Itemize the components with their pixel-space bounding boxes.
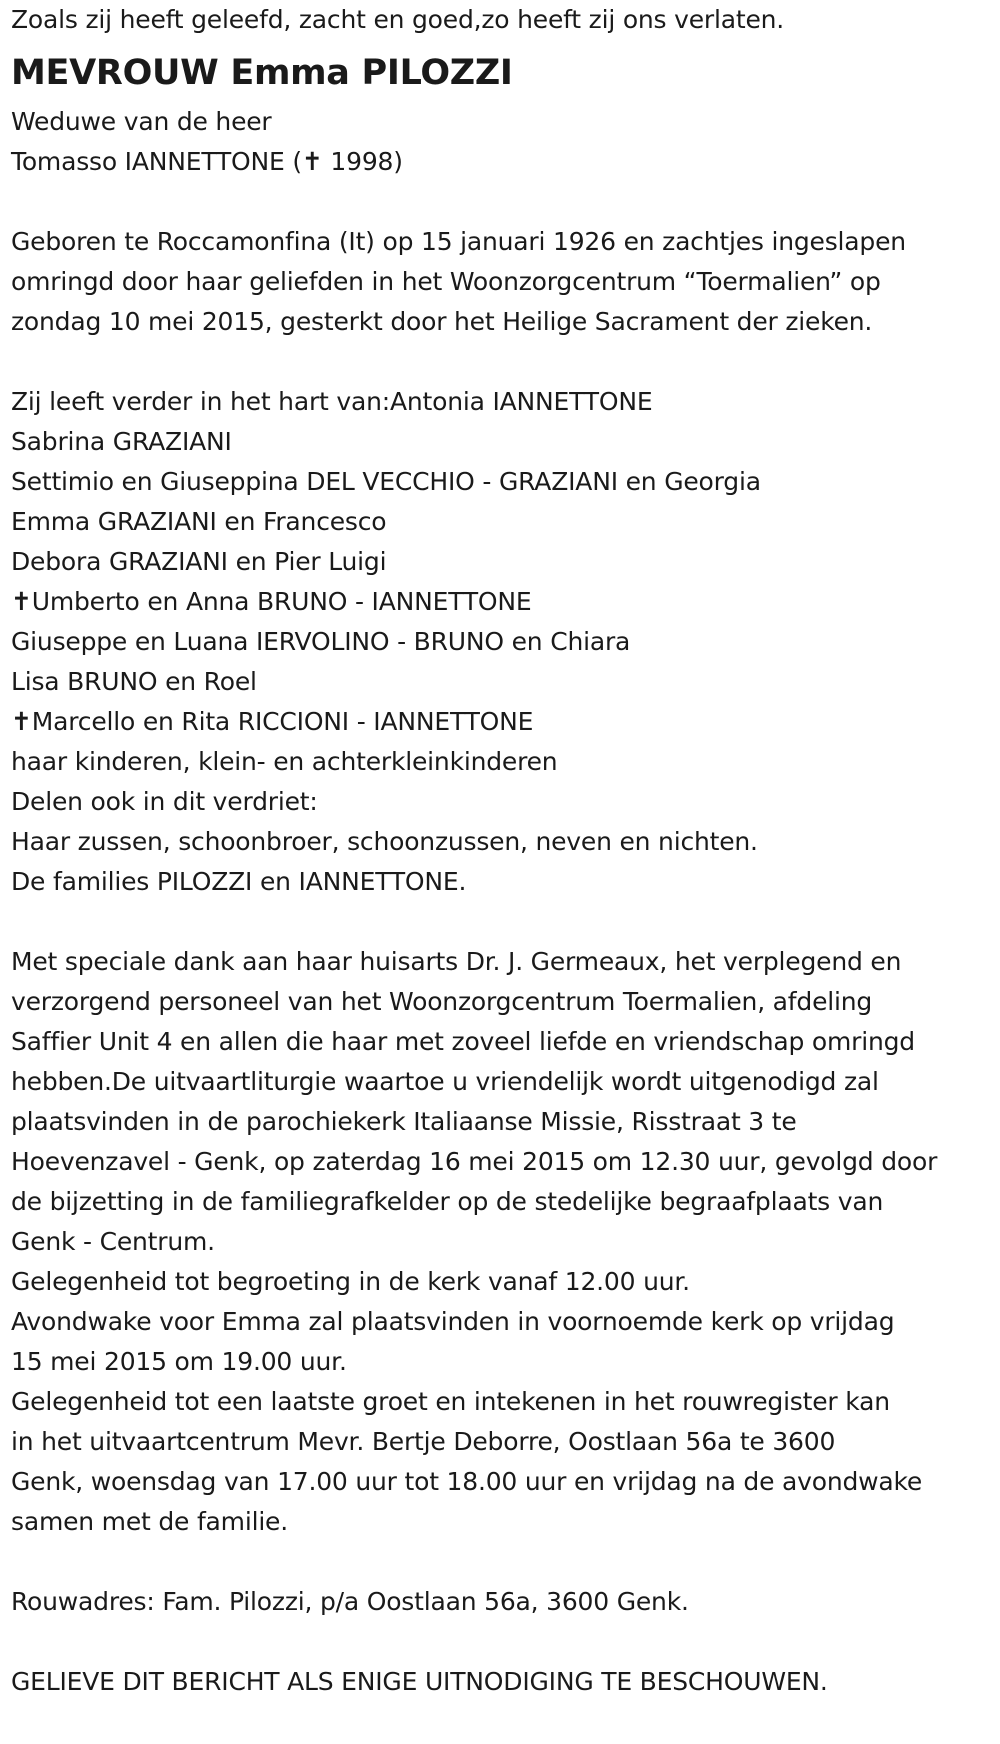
family-member: Debora GRAZIANI en Pier Luigi [11,547,387,576]
family-member-name: Marcello en Rita RICCIONI - IANNETTONE [31,707,534,736]
thanks-line: verzorgend personeel van het Woonzorgcentrum Toermalien, afdeling [11,987,873,1016]
mourning-address: Rouwadres: Fam. Pilozzi, p/a Oostlaan 56a, 3600 Genk. [11,1587,689,1616]
greeting-line: Gelegenheid tot begroeting in de kerk vanaf 12.00 uur. [11,1267,690,1296]
extended-family: Haar zussen, schoonbroer, schoonzussen, neven en nichten. [11,827,758,856]
spacer [11,902,996,942]
birth-line: zondag 10 mei 2015, gesterkt door het Heilige Sacrament der zieken. [11,307,873,336]
family-summary: haar kinderen, klein- en achterkleinkinderen [11,747,558,776]
family-member-name: Umberto en Anna BRUNO - IANNETTONE [31,587,532,616]
sharing-grief-heading: Delen ook in dit verdriet: [11,787,318,816]
thanks-line: Saffier Unit 4 en allen die haar met zoveel liefde en vriendschap omringd [11,1027,915,1056]
family-member-deceased [11,582,996,622]
register-line: Gelegenheid tot een laatste groet en intekenen in het rouwregister kan [11,1387,890,1416]
cross-icon: ✝ [11,587,32,616]
widow-line: Weduwe van de heer [11,107,272,136]
family-member: Emma GRAZIANI en Francesco [11,507,387,536]
funeral-line: Genk - Centrum. [11,1227,215,1256]
funeral-line: plaatsvinden in de parochiekerk Italiaanse Missie, Risstraat 3 te [11,1107,797,1136]
cross-icon: ✝ [11,707,32,736]
spacer [11,1542,996,1582]
widow-husband-line: Tomasso IANNETTONE (✝ 1998) [11,147,403,176]
birth-line: Geboren te Roccamonfina (It) op 15 januari 1926 en zachtjes ingeslapen [11,227,906,256]
spacer [11,182,996,222]
family-member: Settimio en Giuseppina DEL VECCHIO - GRAZIANI en Georgia [11,467,761,496]
deceased-name-title: MEVROUW Emma PILOZZI [11,53,513,93]
birth-line: omringd door haar geliefden in het Woonzorgcentrum “Toermalien” op [11,267,881,296]
vigil-line: Avondwake voor Emma zal plaatsvinden in voornoemde kerk op vrijdag [11,1307,895,1336]
register-line: samen met de familie. [11,1507,288,1536]
family-member: Lisa BRUNO en Roel [11,667,257,696]
thanks-line: Met speciale dank aan haar huisarts Dr. J. Germeaux, het verplegend en [11,947,902,976]
family-member: Giuseppe en Luana IERVOLINO - BRUNO en Chiara [11,627,631,656]
spacer [11,342,996,382]
family-intro: Zij leeft verder in het hart van:Antonia IANNETTONE [11,387,653,416]
funeral-line: Hoevenzavel - Genk, op zaterdag 16 mei 2015 om 12.30 uur, gevolgd door [11,1147,938,1176]
funeral-line: de bijzetting in de familiegrafkelder op de stedelijke begraafplaats van [11,1187,884,1216]
closing-notice: GELIEVE DIT BERICHT ALS ENIGE UITNODIGING TE BESCHOUWEN. [11,1667,828,1696]
register-line: Genk, woensdag van 17.00 uur tot 18.00 uur en vrijdag na de avondwake [11,1467,923,1496]
vigil-line: 15 mei 2015 om 19.00 uur. [11,1347,347,1376]
family-member: Sabrina GRAZIANI [11,427,232,456]
family-member-deceased [11,702,996,742]
intro-quote: Zoals zij heeft geleefd, zacht en goed,zo heeft zij ons verlaten. [11,5,785,34]
families-line: De families PILOZZI en IANNETTONE. [11,867,467,896]
register-line: in het uitvaartcentrum Mevr. Bertje Deborre, Oostlaan 56a te 3600 [11,1427,836,1456]
funeral-line: hebben.De uitvaartliturgie waartoe u vriendelijk wordt uitgenodigd zal [11,1067,879,1096]
spacer [11,1622,996,1662]
obituary-document [11,0,996,1702]
